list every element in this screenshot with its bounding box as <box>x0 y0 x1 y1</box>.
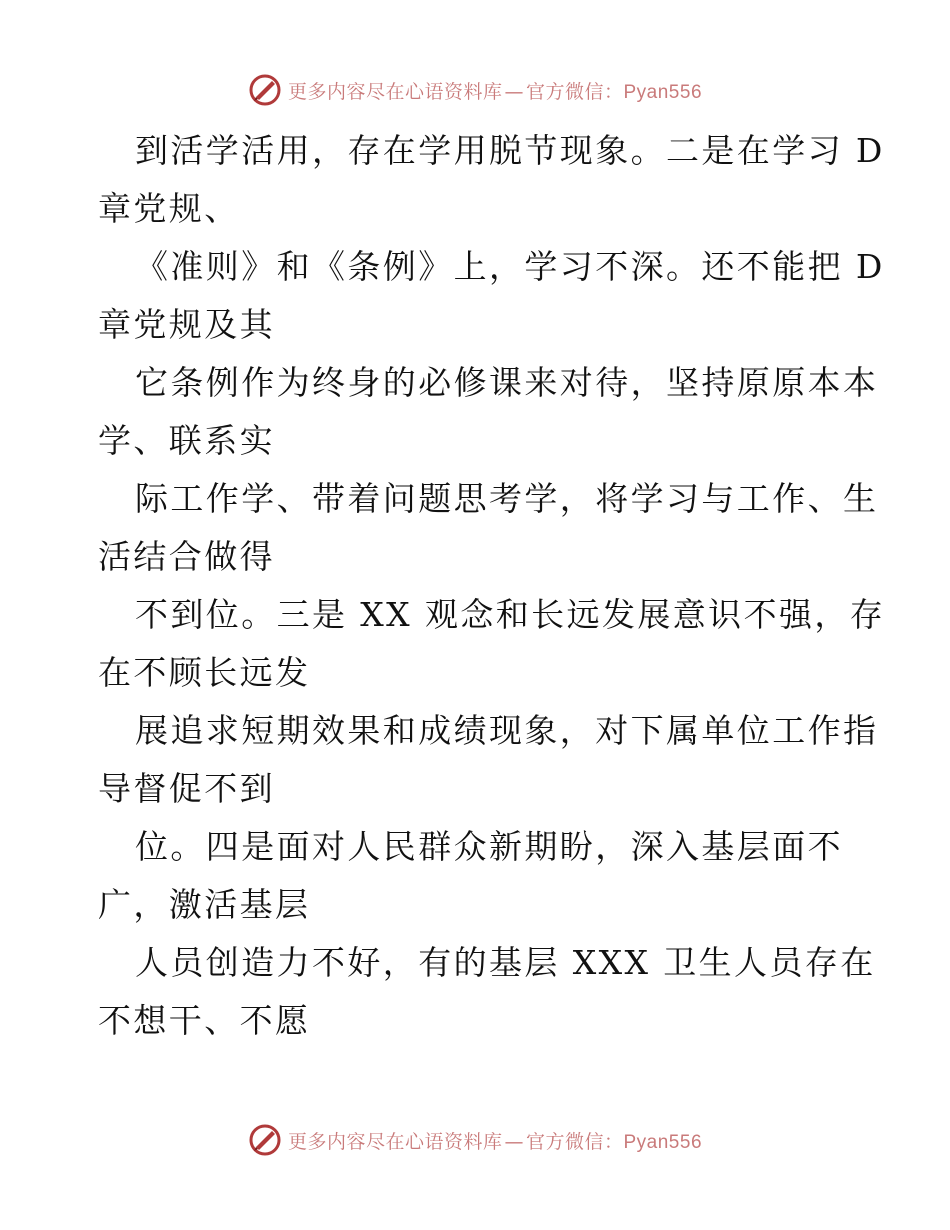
watermark-text <box>288 77 702 104</box>
text-line: 广，激活基层 <box>98 885 311 924</box>
text-line: 导督促不到 <box>98 769 275 808</box>
text-line: 际工作学、带着问题思考学，将学习与工作、生 <box>135 479 879 518</box>
text-line: 学、联系实 <box>98 421 275 460</box>
header-watermark <box>0 70 950 110</box>
text-line: 不到位。三是 XX 观念和长远发展意识不强，存 <box>135 595 886 634</box>
text-line: 在不顾长远发 <box>98 653 311 692</box>
text-line: 章党规及其 <box>98 305 275 344</box>
watermark-label: 官方微信： <box>525 80 624 103</box>
text-line: 章党规、 <box>98 189 240 228</box>
footer-watermark <box>0 1120 950 1160</box>
text-line: 展追求短期效果和成绩现象，对下属单位工作指 <box>135 711 879 750</box>
text-line: 位。四是面对人民群众新期盼，深入基层面不 <box>135 827 843 866</box>
watermark-handle: Pyan556 <box>623 81 703 103</box>
text-line: 活结合做得 <box>98 537 275 576</box>
watermark-brand: 更多内容尽在心语资料库 <box>287 80 503 103</box>
watermark-label: 官方微信： <box>525 1130 624 1153</box>
logo-icon <box>248 73 282 107</box>
watermark-dash: — <box>504 80 524 103</box>
watermark-text <box>288 1127 702 1154</box>
watermark-handle: Pyan556 <box>623 1131 703 1153</box>
text-line: 人员创造力不好，有的基层 XXX 卫生人员存在 <box>135 943 876 982</box>
text-line: 到活学活用，存在学用脱节现象。二是在学习 D <box>135 131 885 170</box>
text-line: 不想干、不愿 <box>98 1001 311 1040</box>
document-body <box>98 122 886 1050</box>
watermark-brand: 更多内容尽在心语资料库 <box>287 1130 503 1153</box>
text-line: 《准则》和《条例》上，学习不深。还不能把 D <box>135 247 885 286</box>
watermark-dash: — <box>504 1130 524 1153</box>
text-line: 它条例作为终身的必修课来对待，坚持原原本本 <box>135 363 879 402</box>
logo-icon <box>248 1123 282 1157</box>
